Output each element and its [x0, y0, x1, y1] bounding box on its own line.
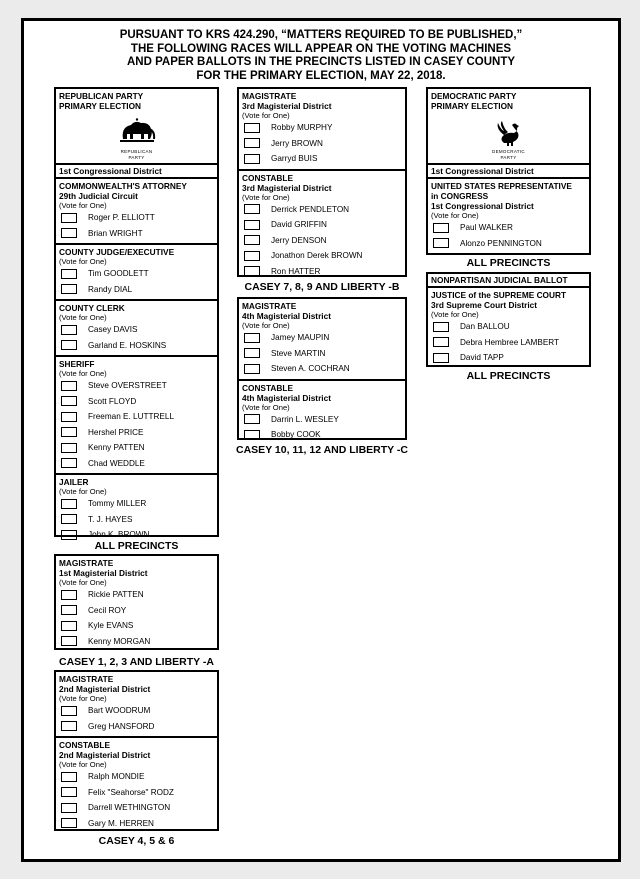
candidate-row[interactable] — [242, 217, 402, 233]
race-title: MAGISTRATE — [242, 91, 297, 101]
candidate-row[interactable] — [59, 322, 214, 338]
candidate-row[interactable] — [242, 233, 402, 249]
candidate-row[interactable] — [59, 587, 214, 603]
candidate-name: Gary M. HERREN — [88, 818, 154, 828]
vote-for-one: (Vote for One) — [431, 211, 479, 220]
candidate-row[interactable] — [242, 264, 402, 280]
candidate-name: Jerry DENSON — [271, 235, 327, 245]
vote-for-one: (Vote for One) — [59, 201, 107, 210]
candidate-row[interactable] — [59, 338, 214, 354]
party-title: REPUBLICAN PARTY — [59, 91, 144, 101]
race-block — [56, 355, 217, 473]
header-line: AND PAPER BALLOTS IN THE PRECINCTS LISTED IN CASEY COUNTY — [126, 56, 516, 68]
candidate-row[interactable] — [59, 634, 214, 650]
candidate-row[interactable] — [242, 427, 402, 443]
vote-checkbox[interactable] — [244, 123, 260, 133]
race-district: 2nd Magisterial District — [59, 750, 151, 760]
candidate-row[interactable] — [59, 703, 214, 719]
race-list — [239, 89, 405, 281]
race-district: 1st Congressional District — [431, 201, 534, 211]
candidate-name: Robby MURPHY — [271, 123, 333, 133]
candidate-name: T. J. HAYES — [88, 514, 133, 524]
vote-checkbox[interactable] — [244, 333, 260, 343]
vote-checkbox[interactable] — [61, 787, 77, 797]
candidate-name: Felix "Seahorse" RODZ — [88, 787, 174, 797]
precincts-label: ALL PRECINCTS — [466, 370, 551, 382]
candidate-name: Casey DAVIS — [88, 325, 138, 335]
vote-checkbox[interactable] — [433, 337, 449, 347]
race-block — [56, 736, 217, 833]
candidate-name: Alonzo PENNINGTON — [460, 238, 542, 248]
precincts-label: CASEY 7, 8, 9 AND LIBERTY -B — [244, 281, 400, 293]
vote-checkbox[interactable] — [61, 772, 77, 782]
vote-checkbox[interactable] — [433, 353, 449, 363]
candidate-name: Derrick PENDLETON — [271, 204, 350, 214]
candidate-name: Jamey MAUPIN — [271, 333, 330, 343]
race-title: MAGISTRATE — [59, 558, 114, 568]
candidate-name: Scott FLOYD — [88, 396, 137, 406]
race-block — [239, 169, 405, 282]
candidate-row[interactable] — [59, 210, 214, 226]
vote-checkbox[interactable] — [244, 430, 260, 440]
candidate-name: Debra Hembree LAMBERT — [460, 337, 560, 347]
candidate-row[interactable] — [59, 266, 214, 282]
race-block — [56, 243, 217, 299]
candidate-name: Jerry BROWN — [271, 138, 323, 148]
magistrate-2-box — [54, 670, 219, 831]
party-heading — [56, 89, 217, 163]
party-subtitle: PRIMARY ELECTION — [431, 101, 514, 111]
vote-checkbox[interactable] — [244, 414, 260, 424]
candidate-name: Kyle EVANS — [88, 621, 134, 631]
race-district: 2nd Magisterial District — [59, 684, 151, 694]
candidate-name: Darrin L. WESLEY — [271, 414, 339, 424]
vote-checkbox[interactable] — [244, 220, 260, 230]
nonpartisan-heading: NONPARTISAN JUDICIAL BALLOT — [431, 275, 568, 285]
candidate-name: Tim GOODLETT — [88, 269, 149, 279]
candidate-name: Darrell WETHINGTON — [88, 803, 171, 813]
race-block — [56, 177, 217, 243]
candidate-row[interactable] — [242, 151, 402, 167]
race-block — [56, 556, 217, 651]
candidate-name: John K. BROWN — [88, 530, 150, 540]
vote-for-one: (Vote for One) — [431, 310, 479, 319]
republican-primary-box — [54, 87, 219, 540]
candidate-name: Bobby COOK — [271, 430, 321, 440]
vote-for-one: (Vote for One) — [59, 487, 107, 496]
party-title: DEMOCRATIC PARTY — [431, 91, 517, 101]
vote-checkbox[interactable] — [61, 514, 77, 524]
nonpartisan-judicial-box — [426, 272, 591, 367]
header-line: FOR THE PRIMARY ELECTION, MAY 22, 2018. — [196, 69, 446, 82]
candidate-row[interactable] — [242, 361, 402, 377]
candidate-row[interactable] — [59, 425, 214, 441]
race-title: CONSTABLE — [242, 172, 294, 183]
race-title-cont: in CONGRESS — [431, 191, 489, 201]
vote-checkbox[interactable] — [61, 530, 77, 540]
candidate-name: Steven A. COCHRAN — [271, 364, 350, 374]
race-block — [56, 473, 217, 545]
candidate-row[interactable] — [242, 346, 402, 362]
vote-checkbox[interactable] — [244, 204, 260, 214]
race-title: MAGISTRATE — [242, 301, 297, 311]
candidate-row[interactable] — [59, 769, 214, 785]
candidate-name: Cecil ROY — [88, 605, 127, 615]
notice-header — [24, 29, 618, 83]
vote-checkbox[interactable] — [61, 818, 77, 828]
vote-for-one: (Vote for One) — [242, 192, 290, 202]
rooster-icon — [431, 111, 586, 149]
race-list — [56, 672, 217, 833]
candidate-name: Freeman E. LUTTRELL — [88, 412, 174, 422]
candidate-name: David TAPP — [460, 353, 504, 363]
race-district: 3rd Magisterial District — [242, 182, 332, 193]
candidate-row[interactable] — [242, 202, 402, 218]
race-title: UNITED STATES REPRESENTATIVE — [431, 181, 572, 191]
candidate-name: Tommy MILLER — [88, 499, 147, 509]
candidate-row[interactable] — [431, 319, 586, 335]
candidate-row[interactable] — [59, 226, 214, 242]
candidate-name: Garland E. HOSKINS — [88, 340, 167, 350]
candidate-row[interactable] — [59, 440, 214, 456]
congressional-district: 1st Congressional District — [428, 163, 589, 177]
candidate-row[interactable] — [242, 120, 402, 136]
candidate-name: Roger P. ELLIOTT — [88, 213, 155, 223]
candidate-row[interactable] — [242, 412, 402, 428]
magistrate-1-box — [54, 554, 219, 650]
candidate-row[interactable] — [59, 785, 214, 801]
race-title: MAGISTRATE — [59, 674, 114, 684]
vote-for-one: (Vote for One) — [59, 760, 107, 769]
vote-checkbox[interactable] — [244, 154, 260, 164]
logo-label: DEMOCRATIC — [492, 149, 525, 154]
candidate-row[interactable] — [59, 603, 214, 619]
candidate-name: Steve MARTIN — [271, 348, 326, 358]
candidate-row[interactable] — [242, 330, 402, 346]
candidate-row[interactable] — [59, 378, 214, 394]
race-title: COMMONWEALTH'S ATTORNEY — [59, 181, 187, 191]
candidate-row[interactable] — [431, 236, 586, 252]
candidate-name: David GRIFFIN — [271, 220, 327, 230]
race-district: 29th Judicial Circuit — [59, 191, 138, 201]
candidate-row[interactable] — [59, 618, 214, 634]
candidate-name: Randy DIAL — [88, 284, 133, 294]
vote-for-one: (Vote for One) — [242, 111, 290, 120]
candidate-row[interactable] — [431, 220, 586, 236]
candidate-row[interactable] — [431, 350, 586, 366]
vote-for-one: (Vote for One) — [242, 321, 290, 330]
candidate-row[interactable] — [242, 136, 402, 152]
logo-label: PARTY — [128, 155, 145, 160]
vote-checkbox[interactable] — [61, 499, 77, 509]
congressional-district: 1st Congressional District — [56, 163, 217, 177]
candidate-row[interactable] — [242, 248, 402, 264]
vote-checkbox[interactable] — [433, 223, 449, 233]
vote-checkbox[interactable] — [244, 235, 260, 245]
candidate-row[interactable] — [431, 335, 586, 351]
race-title: COUNTY CLERK — [59, 303, 125, 313]
race-block — [239, 379, 405, 445]
race-list — [56, 556, 217, 651]
vote-for-one: (Vote for One) — [59, 578, 107, 587]
vote-checkbox[interactable] — [61, 706, 77, 716]
candidate-row[interactable] — [59, 719, 214, 735]
candidate-name: Paul WALKER — [460, 223, 513, 233]
race-block — [56, 299, 217, 355]
race-block — [56, 672, 217, 736]
race-block — [239, 89, 405, 169]
race-district: 1st Magisterial District — [59, 568, 148, 578]
precincts-label: ALL PRECINCTS — [94, 540, 179, 552]
candidate-row[interactable] — [59, 394, 214, 410]
candidate-row[interactable] — [59, 800, 214, 816]
header-line: THE FOLLOWING RACES WILL APPEAR ON THE VOTING MACHINES — [130, 42, 512, 55]
candidate-name: Kenny MORGAN — [88, 636, 151, 646]
race-title: CONSTABLE — [242, 382, 294, 393]
vote-checkbox[interactable] — [61, 228, 77, 238]
race-title: SHERIFF — [59, 359, 95, 369]
precincts-label: CASEY 4, 5 & 6 — [98, 835, 175, 847]
vote-checkbox[interactable] — [433, 322, 449, 332]
race-title: JAILER — [59, 477, 89, 487]
vote-for-one: (Vote for One) — [59, 369, 107, 378]
vote-checkbox[interactable] — [61, 427, 77, 437]
candidate-name: Kenny PATTEN — [88, 443, 145, 453]
race-list — [239, 299, 405, 445]
vote-checkbox[interactable] — [61, 213, 77, 223]
vote-checkbox[interactable] — [61, 269, 77, 279]
candidate-name: Chad WEDDLE — [88, 458, 145, 468]
header-line: PURSUANT TO KRS 424.290, “MATTERS REQUIRED TO BE PUBLISHED,” — [119, 29, 523, 41]
vote-for-one: (Vote for One) — [59, 694, 107, 703]
vote-checkbox[interactable] — [244, 251, 260, 261]
candidate-name: Ron HATTER — [271, 266, 321, 276]
vote-checkbox[interactable] — [61, 443, 77, 453]
candidate-name: Hershel PRICE — [88, 427, 144, 437]
race-title: JUSTICE of the SUPREME COURT — [431, 290, 567, 300]
race-title: CONSTABLE — [59, 740, 111, 750]
precincts-label: CASEY 10, 11, 12 AND LIBERTY -C — [236, 444, 408, 456]
vote-checkbox[interactable] — [61, 621, 77, 631]
vote-checkbox[interactable] — [61, 396, 77, 406]
race-block — [239, 299, 405, 379]
vote-checkbox[interactable] — [61, 721, 77, 731]
ballot-notice-page — [21, 18, 621, 862]
vote-checkbox[interactable] — [61, 803, 77, 813]
race-list — [428, 177, 589, 253]
party-subtitle: PRIMARY ELECTION — [59, 101, 142, 111]
candidate-row[interactable] — [59, 456, 214, 472]
candidate-row[interactable] — [59, 282, 214, 298]
vote-for-one: (Vote for One) — [242, 402, 290, 412]
vote-checkbox[interactable] — [244, 266, 260, 276]
candidate-row[interactable] — [59, 816, 214, 832]
race-list — [428, 286, 589, 368]
vote-checkbox[interactable] — [61, 590, 77, 600]
candidate-name: Bart WOODRUM — [88, 706, 151, 716]
vote-for-one: (Vote for One) — [59, 313, 107, 322]
race-block — [428, 177, 589, 253]
candidate-name: Garryd BUIS — [271, 154, 318, 164]
candidate-name: Jonathon Derek BROWN — [271, 251, 363, 261]
candidate-name: Rickie PATTEN — [88, 590, 144, 600]
candidate-row[interactable] — [59, 512, 214, 528]
race-block — [428, 286, 589, 368]
vote-checkbox[interactable] — [244, 364, 260, 374]
precincts-label: ALL PRECINCTS — [466, 257, 551, 269]
candidate-name: Greg HANSFORD — [88, 721, 155, 731]
precincts-label: CASEY 1, 2, 3 AND LIBERTY -A — [58, 656, 214, 668]
elephant-icon — [59, 111, 214, 149]
candidate-name: Ralph MONDIE — [88, 772, 145, 782]
race-district: 3rd Magisterial District — [242, 101, 332, 111]
vote-checkbox[interactable] — [61, 636, 77, 646]
party-heading — [428, 89, 589, 163]
candidate-name: Dan BALLOU — [460, 322, 510, 332]
candidate-name: Brian WRIGHT — [88, 228, 143, 238]
candidate-name: Steve OVERSTREET — [88, 381, 167, 391]
logo-label: PARTY — [500, 155, 517, 160]
candidate-row[interactable] — [59, 409, 214, 425]
democratic-primary-box — [426, 87, 591, 255]
vote-checkbox[interactable] — [61, 412, 77, 422]
magistrate-4-box — [237, 297, 407, 440]
race-district: 4th Magisterial District — [242, 311, 331, 321]
vote-checkbox[interactable] — [61, 458, 77, 468]
magistrate-3-box — [237, 87, 407, 277]
race-district: 3rd Supreme Court District — [431, 300, 538, 310]
vote-checkbox[interactable] — [244, 348, 260, 358]
candidate-row[interactable] — [59, 496, 214, 512]
vote-checkbox[interactable] — [61, 325, 77, 335]
vote-checkbox[interactable] — [61, 605, 77, 615]
vote-checkbox[interactable] — [61, 284, 77, 294]
logo-label: REPUBLICAN — [120, 149, 153, 154]
vote-checkbox[interactable] — [433, 238, 449, 248]
vote-checkbox[interactable] — [61, 340, 77, 350]
vote-checkbox[interactable] — [61, 381, 77, 391]
vote-checkbox[interactable] — [244, 138, 260, 148]
race-title: COUNTY JUDGE/EXECUTIVE — [59, 247, 175, 257]
vote-for-one: (Vote for One) — [59, 257, 107, 266]
race-district: 4th Magisterial District — [242, 392, 331, 403]
race-list — [56, 177, 217, 545]
